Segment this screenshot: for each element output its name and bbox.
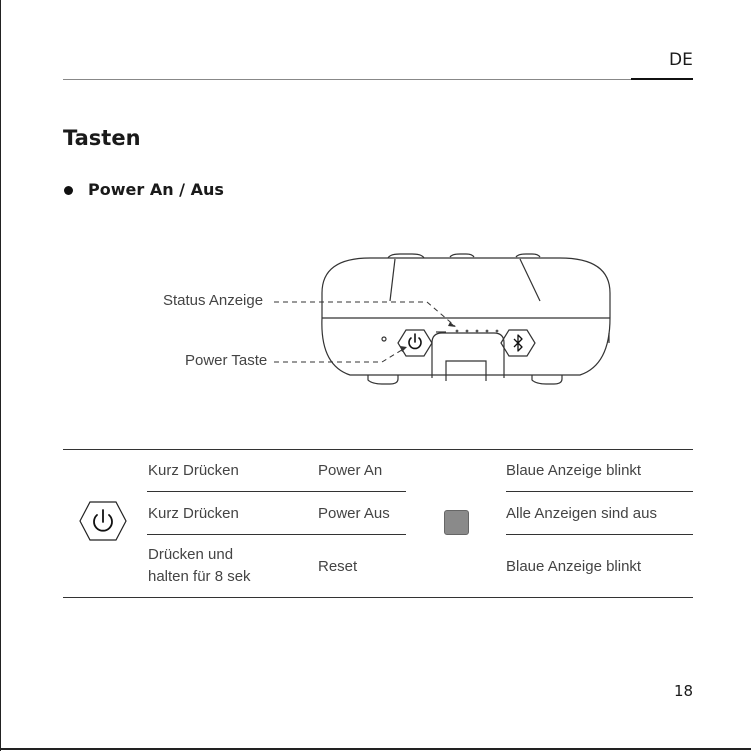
section-title: Tasten — [63, 126, 141, 150]
device-illustration — [150, 245, 620, 395]
header-rule — [63, 79, 631, 80]
language-label: DE — [669, 50, 693, 70]
page-border-left — [0, 0, 1, 751]
table-row-indicator: Alle Anzeigen sind aus — [506, 505, 657, 522]
table-row-result: Reset — [318, 558, 358, 575]
table-row-action: Kurz Drücken — [148, 505, 239, 522]
row-divider — [506, 534, 693, 535]
table-row-result: Power Aus — [318, 505, 390, 522]
table-row-action-line2: halten für 8 sek — [148, 568, 251, 585]
row-divider — [147, 491, 406, 492]
row-divider — [147, 534, 406, 535]
row-divider — [506, 491, 693, 492]
header-rule-accent — [631, 78, 693, 80]
callout-status-indicator: Status Anzeige — [163, 292, 264, 309]
bullet-heading: Power An / Aus — [88, 180, 224, 199]
power-icon — [78, 499, 128, 543]
page-number: 18 — [674, 682, 694, 700]
table-row-action: Kurz Drücken — [148, 462, 239, 479]
table-top-rule — [63, 449, 693, 450]
callout-power-button: Power Taste — [185, 352, 268, 369]
table-row-result: Power An — [318, 462, 383, 479]
page-border-bottom — [0, 748, 751, 750]
bullet-icon — [64, 186, 73, 195]
table-row-indicator: Blaue Anzeige blinkt — [506, 462, 642, 479]
led-indicator-icon — [444, 510, 469, 535]
table-bottom-rule — [63, 597, 693, 598]
table-row-action-line1: Drücken und — [148, 546, 234, 563]
table-row-indicator: Blaue Anzeige blinkt — [506, 558, 642, 575]
